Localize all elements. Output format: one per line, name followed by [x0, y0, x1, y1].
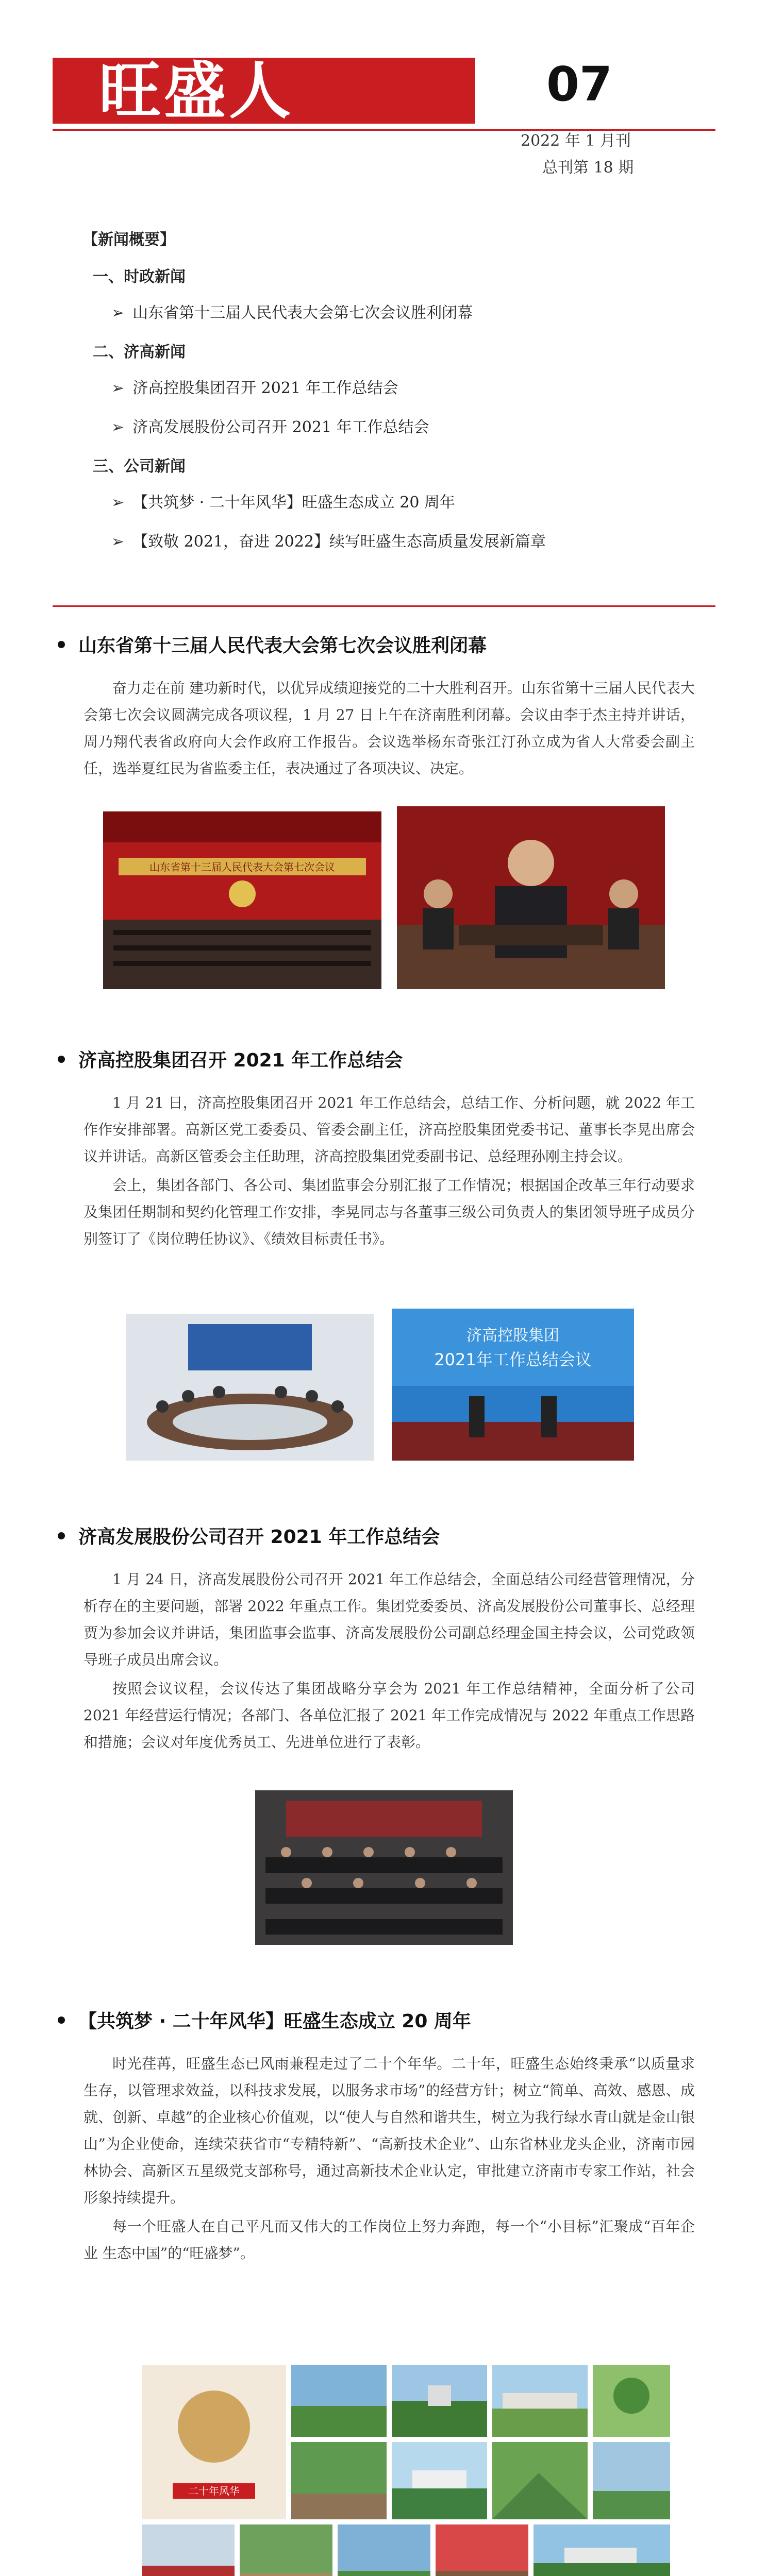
article-body: [53, 1566, 715, 1756]
arrow-icon: ➢: [111, 304, 125, 322]
article-20th-anniversary: [53, 2007, 715, 2269]
collage-caption: 二十年风华: [188, 2485, 240, 2497]
overview-section-label: 一、时政新闻: [93, 268, 186, 286]
issue-number: 07: [546, 57, 613, 112]
article-provincial-congress: [53, 631, 715, 784]
photo-collage-tile: [240, 2524, 332, 2576]
article-title: 山东省第十三届人民代表大会第七次会议胜利闭幕: [58, 631, 715, 657]
overview-item[interactable]: ➢ 济高控股集团召开 2021 年工作总结会: [111, 379, 398, 397]
paragraph: 1 月 24 日，济高发展股份公司召开 2021 年工作总结会，全面总结公司经营管理情况，分析存在的主要问题，部署 2022 年重点工作。集团党委委员、济高发展股份公司董事长、总经理贾为参加会议并讲话，集团监事会监事、济高发展股份公司副总经理金国主持会议，公司党政领导班子成员出席会议。: [84, 1571, 695, 1668]
masthead: [0, 0, 767, 177]
photo-holding-meeting-room: [126, 1314, 374, 1461]
arrow-icon: ➢: [111, 494, 125, 512]
article-body: [53, 1090, 715, 1252]
photo-holding-signing: [392, 1309, 634, 1461]
bullet-icon: [58, 2016, 65, 2024]
screen-subtitle: 2021年工作总结会议: [434, 1350, 592, 1369]
photo-collage-tile: [291, 2442, 387, 2519]
article-jigao-development: [53, 1522, 715, 1758]
bullet-icon: [58, 641, 65, 648]
paragraph: 奋力走在前 建功新时代，以优异成绩迎接党的二十大胜利召开。山东省第十三届人民代表大会第七次会议圆满完成各项议程，1 月 27 日上午在济南胜利闭幕。会议由李于杰主持并讲话，周乃翔代表省政府向大会作政府工作报告。会议选举杨东奇张江汀孙立成为省人大常委会副主任，选举夏红民为省监委主任，表决通过了各项决议、决定。: [84, 680, 695, 777]
paragraph: 1 月 21 日，济高控股集团召开 2021 年工作总结会，总结工作、分析问题，就 2022 年工作作安排部署。高新区党工委委员、管委会副主任，济高控股集团党委书记、董事长李晃出席会议并讲话。高新区管委会主任助理，济高控股集团党委副书记、总经理孙刚主持会议。: [84, 1094, 695, 1165]
paragraph: 按照会议议程，会议传达了集团战略分享会为 2021 年工作总结精神，全面分析了公司 2021 年经营运行情况；各部门、各单位汇报了 2021 年工作完成情况与 2022 年重点工作思路和措施；会议对年度优秀员工、先进单位进行了表彰。: [84, 1680, 695, 1751]
paragraph: 会上，集团各部门、各公司、集团监事会分别汇报了工作情况；根据国企改革三年行动要求及集团任期制和契约化管理工作安排，李晃同志与各董事三级公司负责人的集团领导班子成员分别签订了《岗位聘任协议》、《绩效目标责任书》。: [84, 1177, 695, 1247]
bullet-icon: [58, 1532, 65, 1539]
congress-banner: 山东省第十三届人民代表大会第七次会议: [149, 861, 335, 873]
overview-item[interactable]: ➢ 山东省第十三届人民代表大会第七次会议胜利闭幕: [111, 304, 473, 322]
article-title: 济高发展股份公司召开 2021 年工作总结会: [58, 1522, 715, 1549]
masthead-rule: [53, 129, 715, 131]
news-overview: [82, 227, 701, 568]
bullet-icon: [58, 1056, 65, 1063]
issue-date: 2022 年 1 月刊: [521, 132, 631, 150]
photo-collage-tile: [593, 2365, 670, 2437]
arrow-icon: ➢: [111, 533, 125, 551]
article-jigao-holding: [53, 1046, 715, 1255]
overview-section-label: 二、济高新闻: [93, 343, 186, 361]
photo-collage-tile: [392, 2442, 487, 2519]
arrow-icon: ➢: [111, 379, 125, 397]
photo-collage-tile: [436, 2524, 528, 2576]
photo-collage-tile: [593, 2442, 670, 2519]
article-body: [53, 2050, 715, 2267]
photo-congress-speaker: [397, 806, 665, 989]
paragraph: 每一个旺盛人在自己平凡而又伟大的工作岗位上努力奔跑，每一个“小目标”汇聚成“百年企业 生态中国”的“旺盛梦”。: [84, 2218, 695, 2262]
newsletter-title: 旺盛人: [99, 56, 294, 127]
photo-collage-tile: [291, 2365, 387, 2437]
issue-total: 总刊第 18 期: [542, 159, 634, 177]
paragraph: 时光荏苒，旺盛生态已风雨兼程走过了二十个年华。二十年，旺盛生态始终秉承“以质量求生存，以管理求效益，以科技求发展，以服务求市场”的经营方针；树立“简单、高效、感恩、成就、创新、卓越”的企业核心价值观，以“使人与自然和谐共生，树立为我行绿水青山就是金山银山”为企业使命，连续荣获省市“专精特新”、“高新技术企业”、山东省林业龙头企业，济南市园林协会、高新区五星级党支部称号，通过高新技术企业认定，审批建立济南市专家工作站，社会形象持续提升。: [84, 2055, 695, 2206]
article-title: 【共筑梦 · 二十年风华】旺盛生态成立 20 周年: [58, 2007, 715, 2033]
photo-collage-tile: [392, 2365, 487, 2437]
article-body: [53, 675, 715, 782]
photo-collage-tile: [492, 2442, 588, 2519]
overview-item[interactable]: ➢ 济高发展股份公司召开 2021 年工作总结会: [111, 418, 429, 436]
overview-item[interactable]: ➢ 【致敬 2021，奋进 2022】续写旺盛生态高质量发展新篇章: [111, 533, 546, 551]
photo-collage-tile: [338, 2524, 430, 2576]
photo-collage-tile: [142, 2524, 235, 2576]
photo-congress-hall: [103, 811, 381, 989]
photo-collage-tile: [142, 2365, 286, 2519]
overview-item[interactable]: ➢ 【共筑梦 · 二十年风华】旺盛生态成立 20 周年: [111, 494, 455, 512]
overview-divider: [53, 605, 715, 607]
screen-title: 济高控股集团: [466, 1327, 559, 1345]
article-title: 济高控股集团召开 2021 年工作总结会: [58, 1046, 715, 1072]
overview-section-label: 三、公司新闻: [93, 457, 186, 476]
photo-collage-tile: [492, 2365, 588, 2437]
photo-development-meeting: [255, 1790, 513, 1945]
arrow-icon: ➢: [111, 418, 125, 436]
overview-heading: 【新闻概要】: [82, 231, 175, 249]
photo-collage-tile: [533, 2524, 670, 2576]
